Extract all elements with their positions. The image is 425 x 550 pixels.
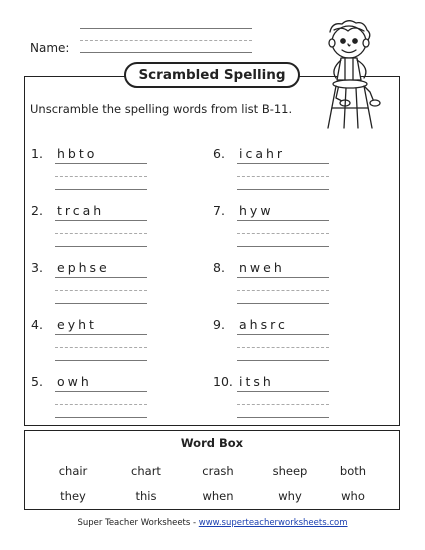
word-box-word: chart [131,464,161,478]
item-number: 4. [31,317,43,332]
scrambled-letters: nweh [239,260,285,275]
answer-line-top [237,277,329,278]
answer-line-middle [237,176,329,177]
footer-link[interactable]: www.superteacherworksheets.com [198,518,348,528]
scrambled-letters: ephse [57,260,110,275]
scramble-item [31,317,181,363]
item-number: 6. [213,146,225,161]
word-box-word: both [339,464,367,478]
answer-line-top [55,277,147,278]
footer [0,518,425,528]
scramble-item [213,374,363,420]
worksheet-title: Scrambled Spelling [124,62,300,88]
name-line-bottom [80,52,252,53]
scramble-item [213,260,363,306]
answer-line-top [55,163,147,164]
scrambled-letters: ahsrc [239,317,288,332]
scrambled-letters: icahr [239,146,286,161]
footer-text: Super Teacher Worksheets - [77,518,199,528]
word-box [24,430,400,510]
scrambled-letters: hyw [239,203,274,218]
word-box-word: who [341,489,365,503]
word-box-word: when [202,489,234,503]
scrambled-letters: itsh [239,374,274,389]
scramble-item [31,203,181,249]
answer-line-bottom [55,360,147,361]
answer-line-bottom [55,246,147,247]
word-box-word: why [278,489,302,503]
instructions: Unscramble the spelling words from list B-11. [30,102,293,116]
answer-line-middle [55,404,147,405]
answer-line-middle [237,347,329,348]
scrambled-letters: trcah [57,203,105,218]
scramble-item [31,260,181,306]
answer-line-middle [237,233,329,234]
scramble-item [31,146,181,192]
answer-line-bottom [237,246,329,247]
item-number: 10. [213,374,233,389]
answer-line-bottom [237,189,329,190]
scramble-item [213,203,363,249]
answer-line-bottom [237,417,329,418]
word-box-title: Word Box [180,436,244,450]
answer-line-middle [237,404,329,405]
word-box-word: chair [58,464,88,478]
name-line-middle [80,40,252,41]
answer-line-middle [55,290,147,291]
item-number: 2. [31,203,43,218]
name-label: Name: [30,41,70,55]
answer-line-middle [55,233,147,234]
item-number: 8. [213,260,225,275]
answer-line-top [237,334,329,335]
scramble-item [213,146,363,192]
word-box-word: sheep [272,464,308,478]
answer-line-bottom [237,303,329,304]
answer-line-top [237,391,329,392]
answer-line-middle [55,347,147,348]
scrambled-letters: eyht [57,317,97,332]
item-number: 9. [213,317,225,332]
answer-line-top [55,220,147,221]
word-box-word: they [60,489,86,503]
word-box-word: crash [202,464,234,478]
boy-on-stool-illustration [312,18,390,130]
item-number: 3. [31,260,43,275]
answer-line-top [237,220,329,221]
answer-line-bottom [55,303,147,304]
name-line-top [80,28,252,29]
answer-line-top [55,391,147,392]
item-number: 5. [31,374,43,389]
scrambled-letters: hbto [57,146,98,161]
answer-line-bottom [237,360,329,361]
word-box-word: this [135,489,157,503]
scramble-item [213,317,363,363]
answer-line-bottom [55,189,147,190]
answer-line-middle [55,176,147,177]
item-number: 1. [31,146,43,161]
answer-line-top [55,334,147,335]
item-number: 7. [213,203,225,218]
scrambled-letters: owh [57,374,92,389]
answer-line-bottom [55,417,147,418]
answer-line-top [237,163,329,164]
answer-line-middle [237,290,329,291]
scramble-item [31,374,181,420]
